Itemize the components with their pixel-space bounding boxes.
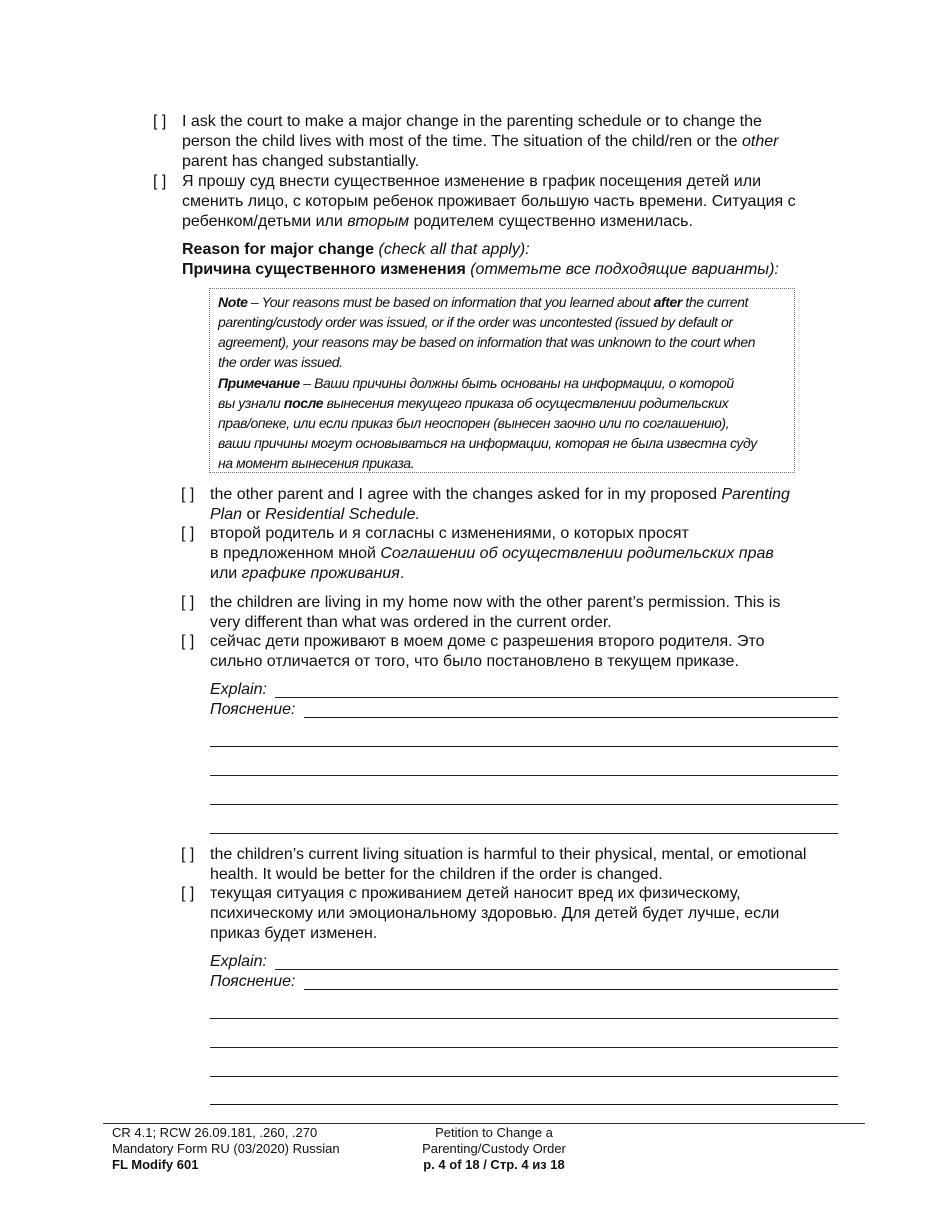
note-text-ru: Примечание – Ваши причины должны быть основаны на информации, о которой вы узнали после вынесения текущего приказа об осуществлении родительских прав/опеке, или если приказ был неоспорен (вынесен заочно или по соглашению), ваши причины могут основываться на информации, которая не была известна суду на момент вынесения приказа. bbox=[218, 375, 757, 471]
explain-line-8[interactable] bbox=[304, 989, 838, 990]
explain-label-en-1: Explain: bbox=[210, 681, 267, 698]
explain-line-9[interactable] bbox=[210, 1018, 838, 1019]
checkbox-major-change[interactable]: [ ] bbox=[153, 113, 167, 130]
living-text-en: the children are living in my home now with the other parent’s permission. This is very different than what was ordered in the current order. bbox=[210, 594, 781, 631]
checkbox-harmful[interactable]: [ ] bbox=[181, 846, 195, 863]
reason-heading: Reason for major change (check all that apply): Причина существенного изменения (отметьте все подходящие варианты): bbox=[182, 241, 779, 278]
checkbox-agree-ru[interactable]: [ ] bbox=[181, 525, 195, 542]
explain-line-6[interactable] bbox=[210, 833, 838, 834]
explain-line-10[interactable] bbox=[210, 1047, 838, 1048]
explain-line-7[interactable] bbox=[275, 969, 838, 970]
checkbox-living-ru[interactable]: [ ] bbox=[181, 633, 195, 650]
checkbox-harmful-ru[interactable]: [ ] bbox=[181, 885, 195, 902]
explain-line-11[interactable] bbox=[210, 1076, 838, 1077]
explain-line-4[interactable] bbox=[210, 775, 838, 776]
explain-line-12[interactable] bbox=[210, 1104, 838, 1105]
agree-text-ru: второй родитель и я согласны с изменениями, о которых просят в предложенном мной Соглашении об осуществлении родительских прав или графике проживания. bbox=[210, 525, 774, 582]
explain-label-ru-2: Пояснение: bbox=[210, 973, 296, 990]
harmful-text-en: the children’s current living situation is harmful to their physical, mental, or emotional health. It would be better for the children if the order is changed. bbox=[210, 846, 807, 883]
explain-label-en-2: Explain: bbox=[210, 953, 267, 970]
agree-text-en: the other parent and I agree with the changes asked for in my proposed Parenting Plan or Residential Schedule. bbox=[210, 486, 790, 523]
explain-line-1[interactable] bbox=[275, 697, 838, 698]
footer-center: Petition to Change a Parenting/Custody Order p. 4 of 18 / Стр. 4 из 18 bbox=[422, 1125, 566, 1172]
explain-line-3[interactable] bbox=[210, 746, 838, 747]
explain-label-ru-1: Пояснение: bbox=[210, 701, 296, 718]
checkbox-agree[interactable]: [ ] bbox=[181, 486, 195, 503]
harmful-text-ru: текущая ситуация с проживанием детей наносит вред их физическому, психическому или эмоциональному здоровью. Для детей будет лучше, если приказ будет изменен. bbox=[210, 885, 780, 942]
footer-left: CR 4.1; RCW 26.09.181, .260, .270 Mandatory Form RU (03/2020) Russian FL Modify 601 bbox=[112, 1125, 340, 1172]
major-change-text-en: I ask the court to make a major change in the parenting schedule or to change the person the child lives with most of the time. The situation of the child/ren or the other parent has changed substantially. bbox=[182, 113, 779, 170]
explain-line-5[interactable] bbox=[210, 804, 838, 805]
checkbox-major-change-ru[interactable]: [ ] bbox=[153, 173, 167, 190]
note-text-en: Note – Your reasons must be based on information that you learned about after the current parenting/custody order was issued, or if the order was uncontested (issued by default or agreement), your reasons may be based on information that was unknown to the court when the order was issued. bbox=[218, 294, 756, 370]
footer-divider bbox=[103, 1123, 865, 1124]
major-change-text-ru: Я прошу суд внести существенное изменение в график посещения детей или сменить лицо, с которым ребенок проживает большую часть времени. Ситуация с ребенком/детьми или вторым родителем существенно изменилась. bbox=[182, 173, 796, 230]
checkbox-living[interactable]: [ ] bbox=[181, 594, 195, 611]
explain-line-2[interactable] bbox=[304, 717, 838, 718]
living-text-ru: сейчас дети проживают в моем доме с разрешения второго родителя. Это сильно отличается от того, что было постановлено в текущем приказе. bbox=[210, 633, 765, 670]
